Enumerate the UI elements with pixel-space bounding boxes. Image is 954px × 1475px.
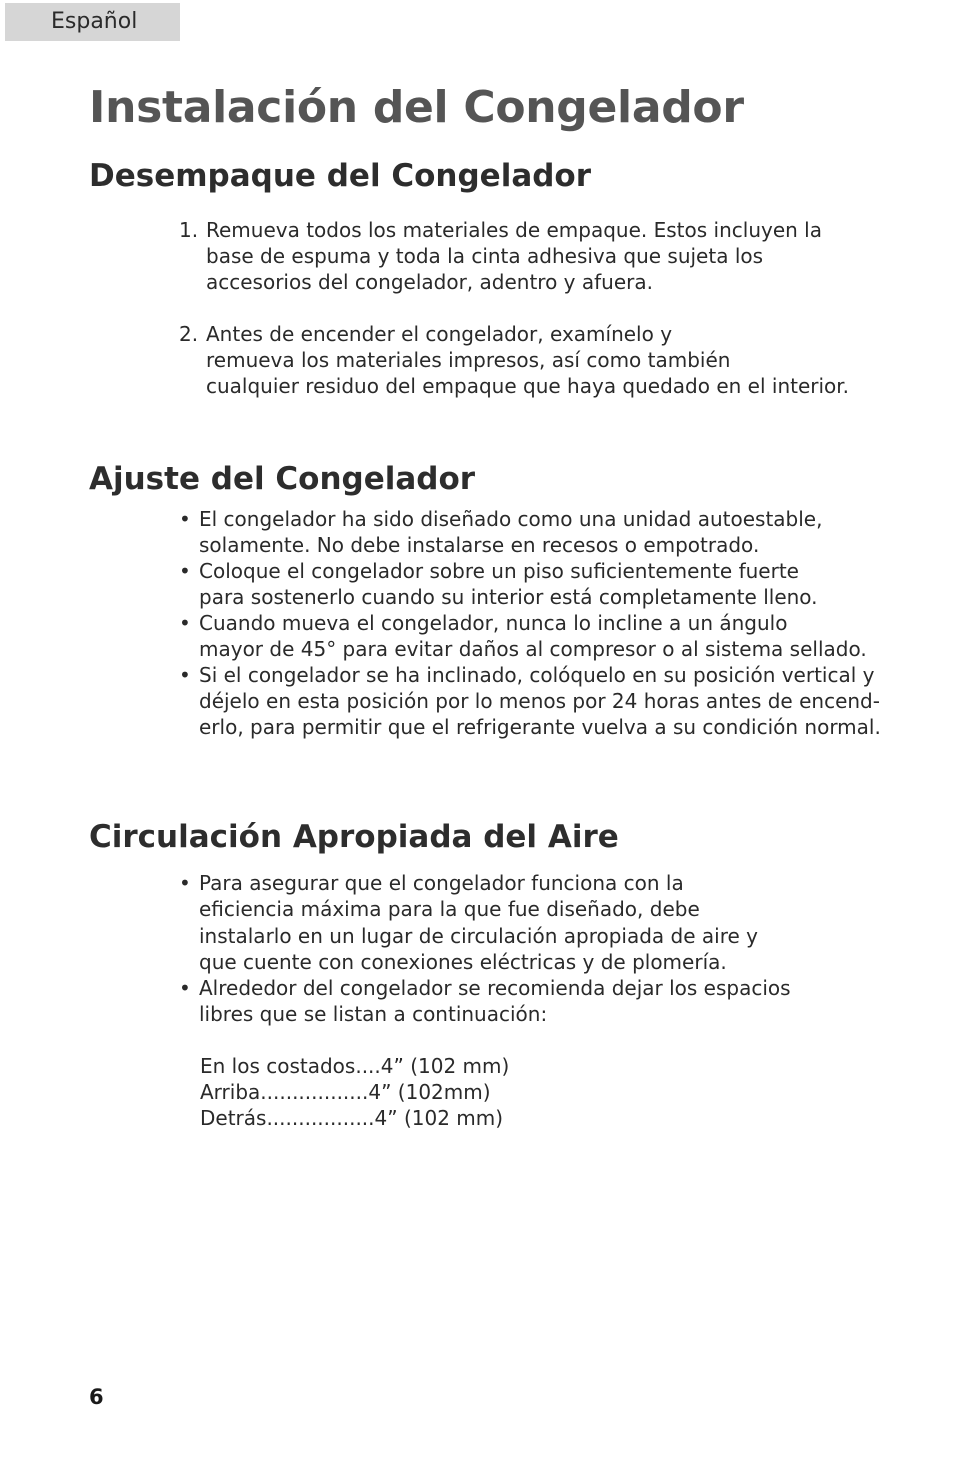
bullet-line: Cuando mueva el congelador, nunca lo incline a un ángulo — [199, 611, 788, 635]
bullet-line: Si el congelador se ha inclinado, colóquelo en su posición vertical y — [199, 663, 875, 687]
bullet-marker: • — [179, 559, 191, 583]
bullet-line: solamente. No debe instalarse en recesos o empotrado. — [199, 533, 760, 557]
bullet-marker: • — [179, 976, 191, 1000]
bullet-line: para sostenerlo cuando su interior está completamente lleno. — [199, 585, 818, 609]
section-heading-ajuste: Ajuste del Congelador — [89, 461, 476, 497]
list-item-line: Antes de encender el congelador, examínelo y — [206, 322, 673, 346]
list-item-line: base de espuma y toda la cinta adhesiva que sujeta los — [206, 244, 764, 268]
list-marker: 1. — [179, 218, 199, 242]
language-tab — [5, 3, 180, 41]
bullet-marker: • — [179, 871, 191, 895]
bullet-line: déjelo en esta posición por lo menos por 24 horas antes de encend- — [199, 689, 880, 713]
bullet-line: eficiencia máxima para la que fue diseñado, debe — [199, 897, 700, 921]
section-heading-desempaque: Desempaque del Congelador — [89, 158, 592, 194]
list-item-line: Remueva todos los materiales de empaque. Estos incluyen la — [206, 218, 822, 242]
bullet-line: Coloque el congelador sobre un piso suficientemente fuerte — [199, 559, 799, 583]
bullet-line: libres que se listan a continuación: — [199, 1002, 548, 1026]
clearance-line: Detrás.................4” (102 mm) — [200, 1106, 504, 1130]
bullet-line: que cuente con conexiones eléctricas y de plomería. — [199, 950, 727, 974]
page-title: Instalación del Congelador — [89, 82, 744, 133]
page-number: 6 — [89, 1385, 104, 1409]
clearance-line: Arriba.................4” (102mm) — [200, 1080, 491, 1104]
list-marker: 2. — [179, 322, 199, 346]
bullet-line: Para asegurar que el congelador funciona con la — [199, 871, 684, 895]
bullet-line: El congelador ha sido diseñado como una unidad autoestable, — [199, 507, 823, 531]
bullet-line: instalarlo en un lugar de circulación apropiada de aire y — [199, 924, 758, 948]
list-item-line: cualquier residuo del empaque que haya quedado en el interior. — [206, 374, 850, 398]
bullet-marker: • — [179, 507, 191, 531]
section-heading-circulacion: Circulación Apropiada del Aire — [89, 819, 619, 855]
bullet-line: mayor de 45° para evitar daños al compresor o al sistema sellado. — [199, 637, 867, 661]
language-label: Español — [51, 9, 138, 34]
bullet-marker: • — [179, 611, 191, 635]
bullet-line: Alrededor del congelador se recomienda dejar los espacios — [199, 976, 791, 1000]
list-item-line: accesorios del congelador, adentro y afuera. — [206, 270, 653, 294]
bullet-line: erlo, para permitir que el refrigerante vuelva a su condición normal. — [199, 715, 881, 739]
clearance-line: En los costados....4” (102 mm) — [200, 1054, 510, 1078]
list-item-line: remueva los materiales impresos, así como también — [206, 348, 731, 372]
bullet-marker: • — [179, 663, 191, 687]
